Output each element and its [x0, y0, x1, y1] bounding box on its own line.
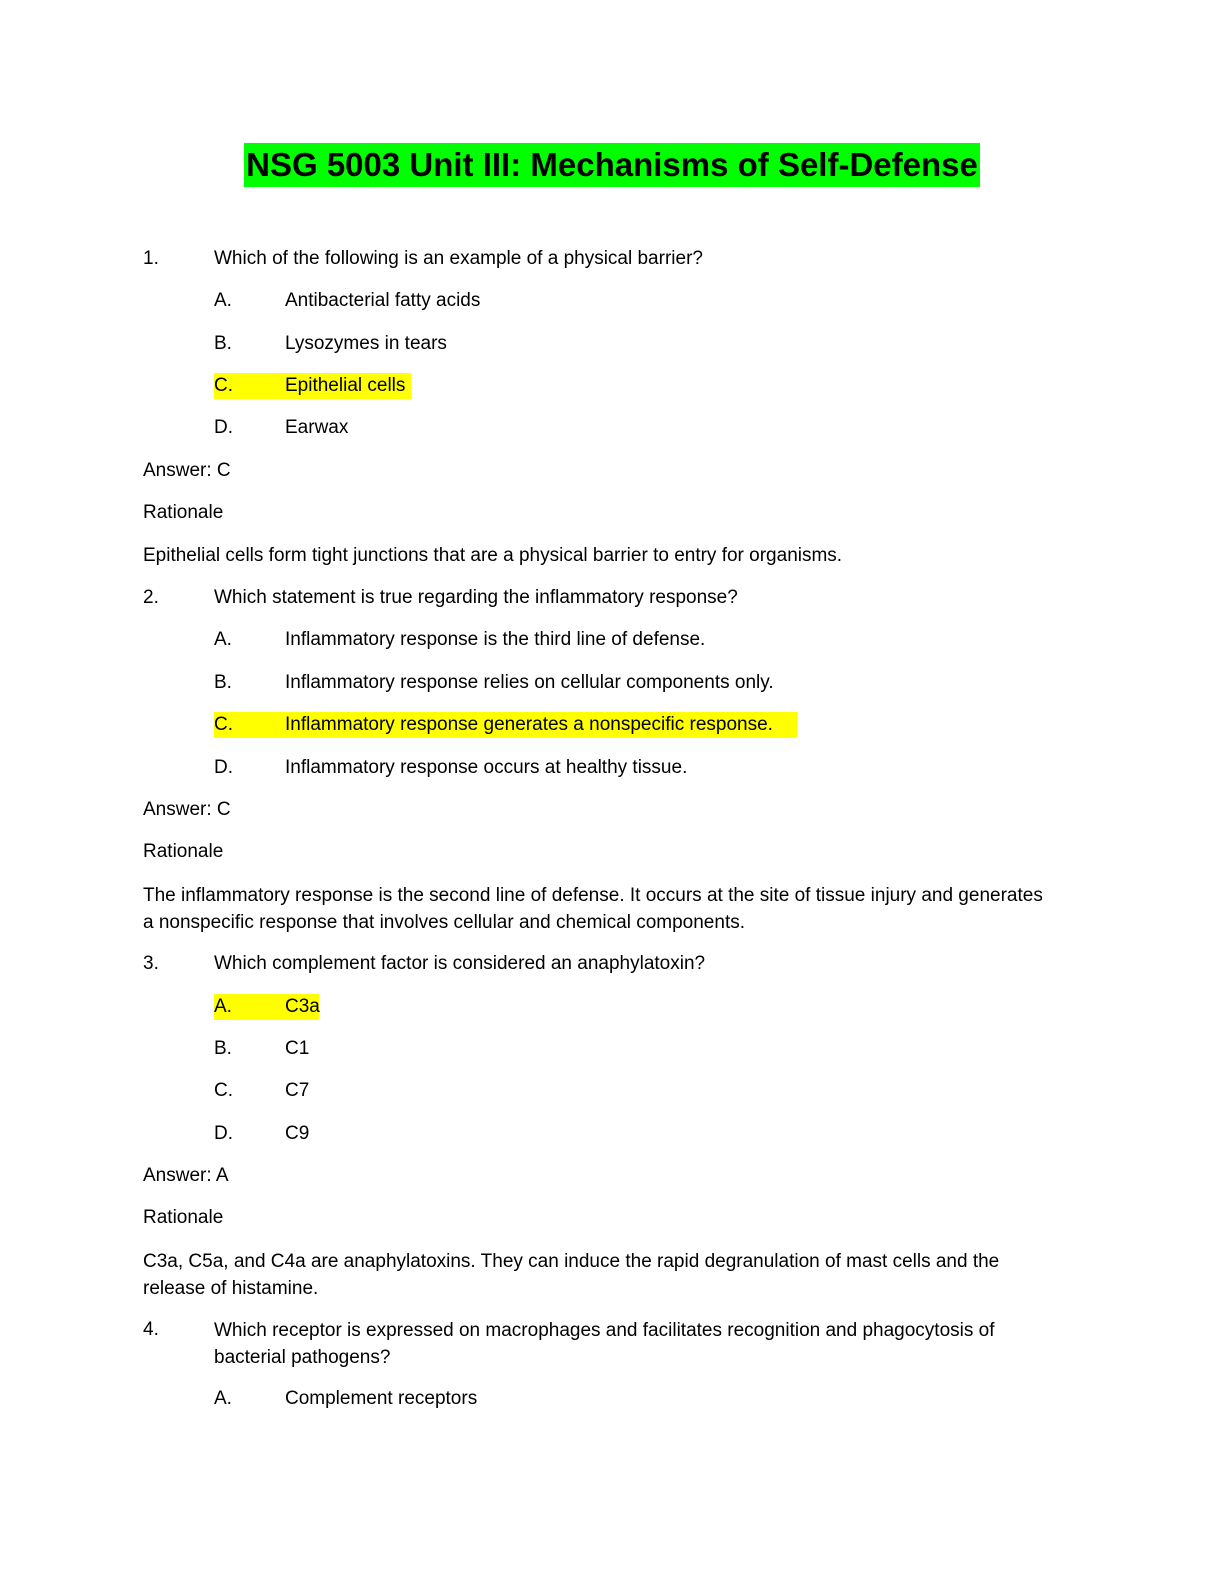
option-letter: B. — [214, 333, 232, 354]
option-letter: A. — [214, 1388, 232, 1409]
option-letter: B. — [214, 1038, 232, 1059]
option-text: C1 — [285, 1038, 310, 1059]
option-letter: C. — [214, 1080, 233, 1101]
question-text: Which complement factor is considered an anaphylatoxin? — [214, 953, 706, 974]
option-letter: A. — [214, 290, 232, 311]
option-letter: C. — [214, 714, 233, 735]
question-number: 1. — [143, 248, 159, 269]
rationale-text: C3a, C5a, and C4a are anaphylatoxins. They can induce the rapid degranulation of mast cells and the release of histamine. — [143, 1251, 1000, 1299]
answer: Answer: A — [143, 1165, 229, 1186]
question-text: Which statement is true regarding the inflammatory response? — [214, 587, 738, 608]
option-text: C7 — [285, 1080, 310, 1101]
option-text: Inflammatory response relies on cellular components only. — [285, 672, 774, 693]
rationale-text: Epithelial cells form tight junctions that are a physical barrier to entry for organisms. — [143, 545, 843, 566]
option-letter: A. — [214, 996, 232, 1017]
answer: Answer: C — [143, 799, 231, 820]
option-text: Earwax — [285, 417, 349, 438]
option-letter: D. — [214, 757, 233, 778]
option-letter: D. — [214, 417, 233, 438]
option-text: Inflammatory response generates a nonspecific response. — [285, 714, 773, 735]
question-number: 2. — [143, 587, 159, 608]
rationale-label: Rationale — [143, 1207, 224, 1228]
option-text: Inflammatory response occurs at healthy tissue. — [285, 757, 688, 778]
page-title: NSG 5003 Unit III: Mechanisms of Self-Defense — [244, 143, 980, 187]
option-text: C9 — [285, 1123, 310, 1144]
option-letter: A. — [214, 629, 232, 650]
rationale-label: Rationale — [143, 502, 224, 523]
option-letter: B. — [214, 672, 232, 693]
option-text: Lysozymes in tears — [285, 333, 447, 354]
question-number: 4. — [143, 1319, 159, 1340]
question-number: 3. — [143, 953, 159, 974]
question-text: Which of the following is an example of a physical barrier? — [214, 248, 703, 269]
rationale-text: The inflammatory response is the second line of defense. It occurs at the site of tissue injury and generates a nonspecific response that involves cellular and chemical components. — [143, 885, 1043, 933]
rationale-label: Rationale — [143, 841, 224, 862]
option-text: C3a — [285, 996, 320, 1017]
option-text: Epithelial cells — [285, 375, 406, 396]
question-text: Which receptor is expressed on macrophages and facilitates recognition and phagocytosis of bacterial pathogens? — [214, 1320, 995, 1368]
option-letter: C. — [214, 375, 233, 396]
option-text: Complement receptors — [285, 1388, 478, 1409]
page-title-wrap — [0, 143, 1224, 187]
answer: Answer: C — [143, 460, 231, 481]
option-text: Inflammatory response is the third line of defense. — [285, 629, 706, 650]
option-text: Antibacterial fatty acids — [285, 290, 481, 311]
option-letter: D. — [214, 1123, 233, 1144]
